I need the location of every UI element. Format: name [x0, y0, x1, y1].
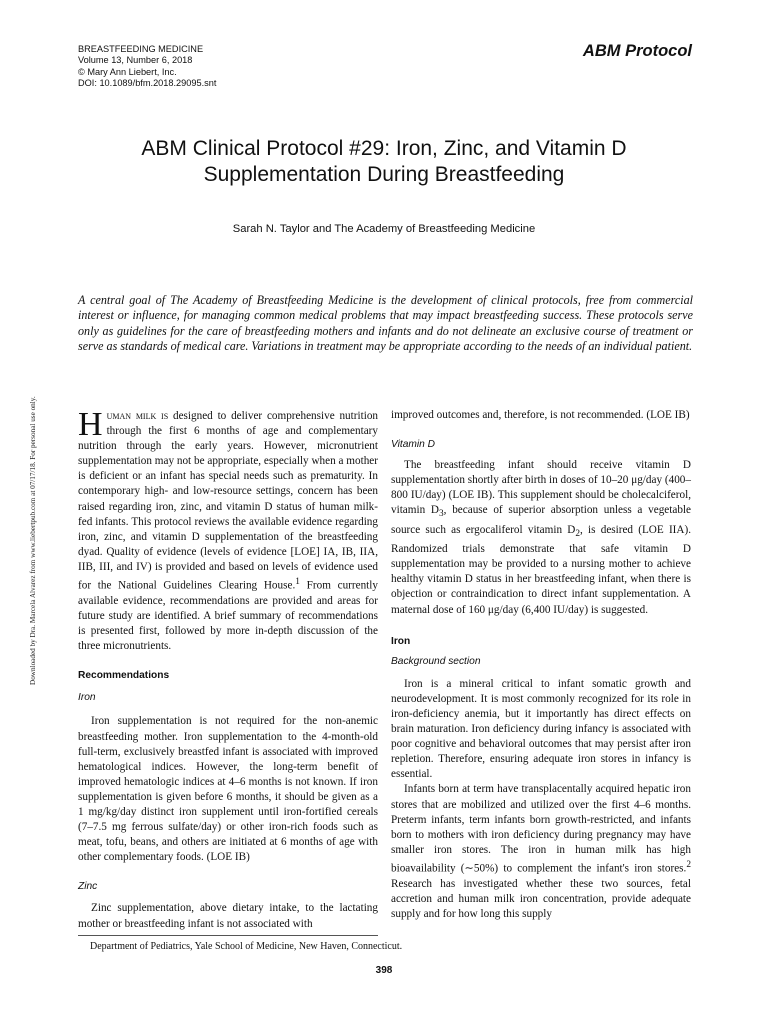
- intro-paragraph: [78, 406, 379, 654]
- article-title: [60, 136, 708, 188]
- title-line-1: ABM Clinical Protocol #29: Iron, Zinc, and Vitamin D: [141, 137, 627, 160]
- download-watermark: Downloaded by Dra. Marcela Alvarez from www.liebertpub.com at 07/17/18. For personal use only.: [29, 396, 37, 685]
- iron-background-para-1: Iron is a mineral critical to infant somatic growth and neurodevelopment. It is most commonly recognized for its role in iron-deficiency anemia, but it importantly has direct effects on brain maturation. Iron deficiency during infancy is associated with poor cognitive and behavioral outcomes that may persist after iron repletion. Therefore, ensuring adequate iron stores in infancy is essential.: [391, 677, 691, 781]
- vitamin-d-text-part3: , is desired (LOE IIA). Randomized trials demonstrate that safe vitamin D supplementation may be provided to a nursing mother to achieve healthy vitamin D status in her breastfeeding infant, when there is objection or contraindication to direct infant supplementation. A maternal dose of 160 μg/day (6,400 IU/day) is suggested.: [391, 523, 691, 616]
- intro-text-after: From currently available evidence, recommendations are provided and areas for future study are identified. A brief summary of recommendations is presented first, followed by more in-depth discussion of the three micronutrients.: [78, 579, 378, 653]
- iron-section-heading: Iron: [391, 635, 411, 647]
- recommendations-zinc-text-cont: improved outcomes and, therefore, is not recommended. (LOE IB): [391, 409, 690, 421]
- page-number: 398: [375, 965, 393, 976]
- vitamin-d-heading: Vitamin D: [391, 439, 435, 451]
- recommendations-iron-text: Iron supplementation is not required for the non-anemic breastfeeding mother. Iron supplementation to the 4-month-old full-term, exclusively breastfed infant is associated with improved hematological indices. However, the long-term benefit of improved hematologic indices at 4–6 months is not known. If iron supplementation is given before 6 months, it should be given as a 1 mg/kg/day distinct iron supplement until iron-fortified cereals (7–7.5 mg ferrous sulfate/day) or other iron-rich foods such as meat, tofu, beans, and others are initiated at 6 months of age with other complementary foods. (LOE IB): [78, 715, 378, 864]
- recommendations-heading: Recommendations: [78, 670, 170, 682]
- journal-doi: DOI: 10.1089/bfm.2018.29095.snt: [78, 78, 217, 89]
- journal-volume: Volume 13, Number 6, 2018: [78, 55, 193, 66]
- authors: Sarah N. Taylor and The Academy of Breastfeeding Medicine: [232, 223, 536, 235]
- vitamin-d-text-part1: The breastfeeding infant should receive vitamin D supplementation shortly after birth in doses of 10–20 μg/day (400–800 IU/day) (LOE IB). This supplement should be cholecalciferol, vitamin D: [391, 459, 691, 517]
- vitamin-d3-sub: 3: [439, 509, 444, 520]
- reference-1[interactable]: 1: [295, 577, 300, 588]
- journal-name: BREASTFEEDING MEDICINE: [78, 44, 204, 54]
- background-section-heading: Background section: [391, 655, 481, 667]
- title-line-2: Supplementation During Breastfeeding: [203, 163, 565, 186]
- affiliation-footnote: Department of Pediatrics, Yale School of Medicine, New Haven, Connecticut.: [90, 941, 403, 952]
- recommendations-iron-heading: Iron: [78, 692, 96, 704]
- drop-cap: H: [78, 406, 103, 443]
- footnote-divider: [78, 935, 378, 936]
- intro-text: designed to deliver comprehensive nutrition through the first 6 months of age and complementary nutrition through the early years. However, micronutrient supplementation may not be appropriate, especially when a mother is deficient or an infant has special needs such as prematurity. In contemporary high- and low-resource settings, concern has been raised regarding iron, zinc, and vitamin D status of human milk-fed infants. This protocol reviews the available evidence regarding iron, zinc, and vitamin D supplementation of the breastfeeding dyad. Quality of evidence (levels of evidence [LOE] IA, IB, IIA, IIB, III, and IV) is provided and based on levels of evidence used for the National Guidelines Clearing House.: [78, 410, 379, 592]
- protocol-label: ABM Protocol: [582, 42, 692, 60]
- recommendations-zinc-heading: Zinc: [78, 881, 98, 893]
- vitamin-d-text-part2: , because of superior absorption unless a vegetable source such as ergocaliferol vitamin D: [391, 504, 691, 536]
- vitamin-d2-sub: 2: [575, 529, 581, 540]
- recommendations-zinc-text: Zinc supplementation, above dietary intake, to the lactating mother or breastfeeding infant is not associated with: [78, 902, 378, 930]
- intro-lead: uman milk is: [106, 410, 169, 422]
- iron-para-2-text: Infants born at term have transplacentally acquired hepatic iron stores that are mobilized and utilized over the first 4–6 months. Preterm infants, term infants born growth-restricted, and infants born to mothers with iron deficiency during pregnancy may have smaller iron stores. The iron in human milk has high bioavailability (∼50%) to complement the infant's iron stores.: [391, 783, 691, 875]
- iron-background-para-2: [391, 782, 691, 922]
- reference-2[interactable]: 2: [686, 859, 691, 870]
- journal-copyright: © Mary Ann Liebert, Inc.: [78, 66, 177, 77]
- left-column: [78, 406, 379, 932]
- journal-info: [78, 44, 216, 90]
- vitamin-d-text: [391, 458, 691, 617]
- iron-para-2-text-after: Research has investigated whether these two sources, fetal accretion and human milk iron concentration, provide adequate supply and for how long this supply: [391, 877, 691, 920]
- right-column: [391, 408, 691, 922]
- abstract: A central goal of The Academy of Breastfeeding Medicine is the development of clinical protocols, free from commercial interest or influence, for managing common medical problems that may impact breastfeeding success. These protocols serve only as guidelines for the care of breastfeeding mothers and infants and do not delineate an exclusive course of treatment or serve as standards of medical care. Variations in treatment may be appropriate according to the needs of an individual patient.: [78, 293, 693, 354]
